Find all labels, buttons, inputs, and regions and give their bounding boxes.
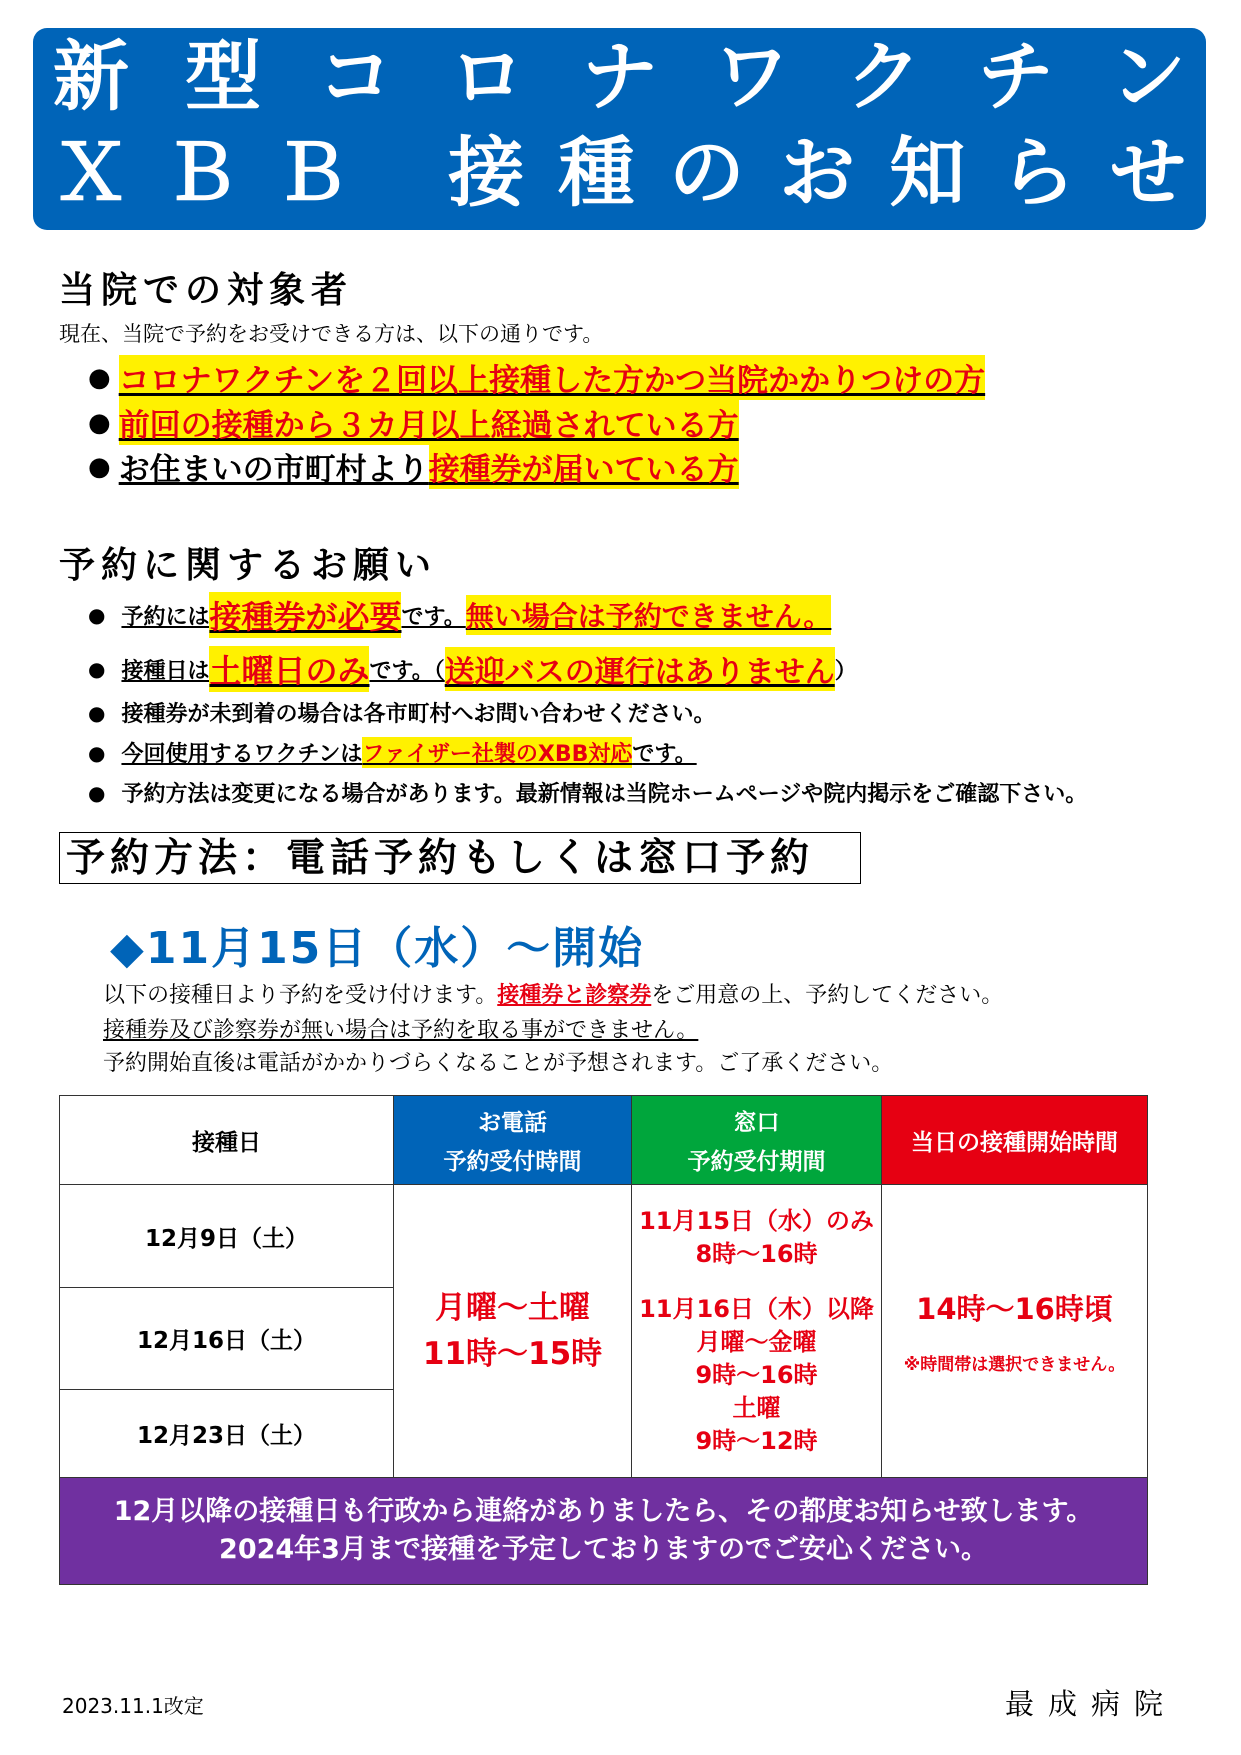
bullet-dot: ● xyxy=(88,700,106,725)
bullet-dot: ● xyxy=(88,451,111,482)
bullet-dot: ● xyxy=(88,780,106,805)
eligible-heading: 当院での対象者 xyxy=(59,270,354,311)
table-footer-row xyxy=(60,1478,1148,1585)
revision-date: 2023.11.1改定 xyxy=(62,1694,204,1718)
bullet-dot: ● xyxy=(88,603,106,627)
bullet-dot: ● xyxy=(88,657,106,681)
header-phone: お電話 予約受付時間 xyxy=(394,1096,632,1185)
start-date: ◆11月15日（水）～開始 xyxy=(110,923,645,974)
request-item-1: ● 予約には 接種券が必要 です。 無い場合は予約できません。 xyxy=(88,592,831,638)
date-cell: 12月23日（土） xyxy=(60,1390,394,1478)
request-item-5: ● 予約方法は変更になる場合があります。最新情報は当院ホームページや院内掲示をご確認下さい。 xyxy=(88,780,1088,807)
date-cell: 12月9日（土） xyxy=(60,1185,394,1288)
title-line-2: Ｘ Ｂ Ｂ 接 種 の お 知 ら せ xyxy=(53,128,1186,217)
bullet-dot: ● xyxy=(88,362,111,393)
eligible-item-2: ● 前回の接種から３カ月以上経過されている方 xyxy=(88,400,739,445)
window-hours-cell: 11月15日（水）のみ 8時～16時 11月16日（木）以降 月曜～金曜 9時～16時 土曜 9時～12時 xyxy=(632,1185,882,1478)
table-footer-note: 12月以降の接種日も行政から連絡がありましたら、その都度お知らせ致します。 2024年3月まで接種を予定しておりますのでご安心ください。 xyxy=(60,1478,1148,1585)
eligible-item-3: ● お住まいの市町村より 接種券が届いている方 xyxy=(88,444,739,489)
bullet-dot: ● xyxy=(88,407,111,438)
method-note-3: 予約開始直後は電話がかかりづらくなることが予想されます。ご了承ください。 xyxy=(103,1051,894,1076)
method-note-1: 以下の接種日より予約を受け付けます。接種券と診察券をご用意の上、予約してください。 xyxy=(103,983,1004,1008)
bullet-dot: ● xyxy=(88,740,106,765)
hospital-name: 最成病院 xyxy=(1005,1687,1178,1721)
title-line-1: 新 型 コ ロ ナ ワ ク チ ン xyxy=(53,32,1186,121)
header-window: 窓口 予約受付期間 xyxy=(632,1096,882,1185)
schedule-table xyxy=(59,1095,1148,1585)
date-cell: 12月16日（土） xyxy=(60,1288,394,1390)
method-title: 予約方法：電話予約もしくは窓口予約 xyxy=(59,832,861,884)
eligible-intro: 現在、当院で予約をお受けできる方は、以下の通りです。 xyxy=(59,322,604,346)
requests-heading: 予約に関するお願い xyxy=(59,545,438,586)
request-item-2: ● 接種日は 土曜日のみ です。（ 送迎バスの運行はありません ） xyxy=(88,646,857,692)
header-date: 接種日 xyxy=(60,1096,394,1185)
request-item-3: ● 接種券が未到着の場合は各市町村へお問い合わせください。 xyxy=(88,700,716,727)
table-header-row xyxy=(60,1096,1148,1185)
start-time-cell: 14時～16時頃 ※時間帯は選択できません。 xyxy=(882,1185,1148,1478)
table-row xyxy=(60,1185,1148,1288)
header-start-time: 当日の接種開始時間 xyxy=(882,1096,1148,1185)
method-note-2: 接種券及び診察券が無い場合は予約を取る事ができません。 xyxy=(103,1018,699,1043)
request-item-4: ● 今回使用するワクチンは ファイザー社製のXBB対応 です。 xyxy=(88,737,697,768)
phone-hours-cell: 月曜～土曜 11時～15時 xyxy=(394,1185,632,1478)
eligible-item-1: ● コロナワクチンを２回以上接種した方かつ当院かかりつけの方 xyxy=(88,355,985,400)
title-banner xyxy=(33,28,1206,230)
